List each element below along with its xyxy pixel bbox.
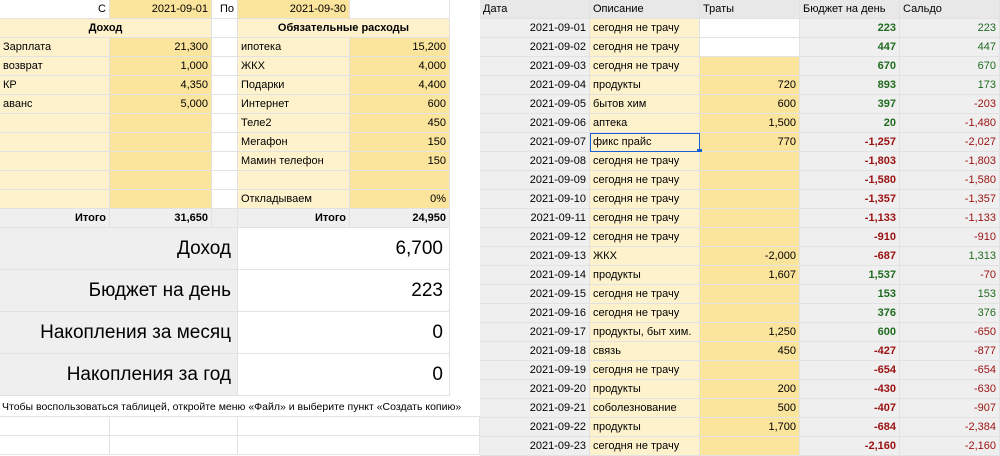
- savings-percent-value[interactable]: 0%: [350, 190, 450, 209]
- empty-cell[interactable]: [212, 76, 238, 95]
- log-date[interactable]: 2021-09-22: [480, 418, 590, 437]
- summary-value[interactable]: 223: [238, 270, 450, 312]
- empty-cell[interactable]: [238, 171, 350, 190]
- expense-item-value[interactable]: 4,400: [350, 76, 450, 95]
- log-spend[interactable]: 600: [700, 95, 800, 114]
- log-daily-budget[interactable]: 1,537: [800, 266, 900, 285]
- empty-cell[interactable]: [0, 114, 110, 133]
- expense-item-name[interactable]: Мегафон: [238, 133, 350, 152]
- log-daily-budget[interactable]: 376: [800, 304, 900, 323]
- column-header-description[interactable]: Описание: [590, 0, 700, 19]
- log-saldo[interactable]: -1,357: [900, 190, 1000, 209]
- log-spend[interactable]: [700, 361, 800, 380]
- log-saldo[interactable]: -1,580: [900, 171, 1000, 190]
- expense-item-value[interactable]: 600: [350, 95, 450, 114]
- log-date[interactable]: 2021-09-23: [480, 437, 590, 456]
- log-date[interactable]: 2021-09-06: [480, 114, 590, 133]
- log-description[interactable]: продукты: [590, 76, 700, 95]
- daily-log-table: [480, 0, 1000, 452]
- log-description[interactable]: сегодня не трачу: [590, 38, 700, 57]
- log-description[interactable]: сегодня не трачу: [590, 285, 700, 304]
- log-daily-budget[interactable]: -1,357: [800, 190, 900, 209]
- empty-cell[interactable]: [238, 417, 480, 436]
- empty-cell[interactable]: [0, 152, 110, 171]
- empty-cell[interactable]: [110, 114, 212, 133]
- log-description[interactable]: сегодня не трачу: [590, 209, 700, 228]
- log-description[interactable]: сегодня не трачу: [590, 304, 700, 323]
- log-spend[interactable]: 450: [700, 342, 800, 361]
- log-description[interactable]: сегодня не трачу: [590, 190, 700, 209]
- log-spend[interactable]: [700, 171, 800, 190]
- expense-item-value[interactable]: 150: [350, 133, 450, 152]
- log-description[interactable]: ЖКХ: [590, 247, 700, 266]
- from-label[interactable]: С: [0, 0, 110, 19]
- log-date[interactable]: 2021-09-14: [480, 266, 590, 285]
- log-saldo[interactable]: -2,384: [900, 418, 1000, 437]
- log-date[interactable]: 2021-09-21: [480, 399, 590, 418]
- log-spend[interactable]: [700, 437, 800, 456]
- log-saldo[interactable]: -1,803: [900, 152, 1000, 171]
- log-saldo[interactable]: 173: [900, 76, 1000, 95]
- column-header-saldo[interactable]: Сальдо: [900, 0, 1000, 19]
- log-daily-budget[interactable]: -1,257: [800, 133, 900, 152]
- log-saldo[interactable]: -910: [900, 228, 1000, 247]
- log-saldo[interactable]: -1,480: [900, 114, 1000, 133]
- empty-cell[interactable]: [212, 133, 238, 152]
- income-item-value[interactable]: 4,350: [110, 76, 212, 95]
- log-spend[interactable]: 1,250: [700, 323, 800, 342]
- expenses-total-value[interactable]: 24,950: [350, 209, 450, 228]
- empty-cell[interactable]: [212, 19, 238, 38]
- log-description[interactable]: продукты: [590, 418, 700, 437]
- log-description[interactable]: соболезнование: [590, 399, 700, 418]
- log-saldo[interactable]: 153: [900, 285, 1000, 304]
- to-date-cell[interactable]: 2021-09-30: [238, 0, 350, 19]
- log-daily-budget[interactable]: 153: [800, 285, 900, 304]
- expense-item-value[interactable]: 450: [350, 114, 450, 133]
- log-saldo[interactable]: -2,160: [900, 437, 1000, 456]
- expenses-title[interactable]: Обязательные расходы: [238, 19, 450, 38]
- empty-cell[interactable]: [0, 133, 110, 152]
- empty-cell[interactable]: [212, 114, 238, 133]
- log-date[interactable]: 2021-09-11: [480, 209, 590, 228]
- empty-cell[interactable]: [0, 171, 110, 190]
- log-date[interactable]: 2021-09-09: [480, 171, 590, 190]
- column-header-date[interactable]: Дата: [480, 0, 590, 19]
- log-daily-budget[interactable]: -910: [800, 228, 900, 247]
- log-date[interactable]: 2021-09-02: [480, 38, 590, 57]
- log-spend[interactable]: [700, 57, 800, 76]
- log-spend[interactable]: 1,607: [700, 266, 800, 285]
- log-spend[interactable]: [700, 19, 800, 38]
- log-saldo[interactable]: -203: [900, 95, 1000, 114]
- log-description[interactable]: сегодня не трачу: [590, 57, 700, 76]
- log-saldo[interactable]: 447: [900, 38, 1000, 57]
- column-header-daily-budget[interactable]: Бюджет на день: [800, 0, 900, 19]
- income-item-name[interactable]: возврат: [0, 57, 110, 76]
- income-item-value[interactable]: 1,000: [110, 57, 212, 76]
- log-spend[interactable]: 200: [700, 380, 800, 399]
- log-daily-budget[interactable]: -430: [800, 380, 900, 399]
- expense-item-name[interactable]: ЖКХ: [238, 57, 350, 76]
- log-saldo[interactable]: -1,133: [900, 209, 1000, 228]
- expense-item-value[interactable]: 15,200: [350, 38, 450, 57]
- summary-label[interactable]: Накопления за год: [0, 354, 238, 396]
- empty-cell[interactable]: [350, 0, 450, 19]
- summary-label[interactable]: Доход: [0, 228, 238, 270]
- log-daily-budget[interactable]: -1,580: [800, 171, 900, 190]
- log-daily-budget[interactable]: -1,133: [800, 209, 900, 228]
- empty-cell[interactable]: [212, 95, 238, 114]
- log-daily-budget[interactable]: -2,160: [800, 437, 900, 456]
- empty-cell[interactable]: [212, 152, 238, 171]
- log-date[interactable]: 2021-09-03: [480, 57, 590, 76]
- expenses-total-label[interactable]: Итого: [238, 209, 350, 228]
- log-description[interactable]: сегодня не трачу: [590, 152, 700, 171]
- log-description[interactable]: бытов хим: [590, 95, 700, 114]
- log-date[interactable]: 2021-09-17: [480, 323, 590, 342]
- empty-cell[interactable]: [110, 171, 212, 190]
- log-daily-budget[interactable]: 447: [800, 38, 900, 57]
- log-daily-budget[interactable]: 397: [800, 95, 900, 114]
- log-description[interactable]: продукты: [590, 266, 700, 285]
- log-description[interactable]: сегодня не трачу: [590, 171, 700, 190]
- log-daily-budget[interactable]: 670: [800, 57, 900, 76]
- log-spend[interactable]: 500: [700, 399, 800, 418]
- expense-item-name[interactable]: Теле2: [238, 114, 350, 133]
- income-total-label[interactable]: Итого: [0, 209, 110, 228]
- expense-item-value[interactable]: 150: [350, 152, 450, 171]
- empty-cell[interactable]: [110, 417, 238, 436]
- log-description[interactable]: сегодня не трачу: [590, 19, 700, 38]
- log-spend[interactable]: [700, 285, 800, 304]
- log-description[interactable]: сегодня не трачу: [590, 228, 700, 247]
- empty-cell[interactable]: [212, 38, 238, 57]
- log-daily-budget[interactable]: 893: [800, 76, 900, 95]
- log-saldo[interactable]: -70: [900, 266, 1000, 285]
- expense-item-value[interactable]: 4,000: [350, 57, 450, 76]
- log-daily-budget[interactable]: -407: [800, 399, 900, 418]
- log-date[interactable]: 2021-09-08: [480, 152, 590, 171]
- log-spend[interactable]: [700, 304, 800, 323]
- income-item-name[interactable]: КР: [0, 76, 110, 95]
- from-date-cell[interactable]: 2021-09-01: [110, 0, 212, 19]
- log-date[interactable]: 2021-09-10: [480, 190, 590, 209]
- log-date[interactable]: 2021-09-15: [480, 285, 590, 304]
- empty-cell[interactable]: [212, 209, 238, 228]
- log-daily-budget[interactable]: -427: [800, 342, 900, 361]
- empty-cell[interactable]: [0, 190, 110, 209]
- log-description[interactable]: продукты, быт хим.: [590, 323, 700, 342]
- log-daily-budget[interactable]: -684: [800, 418, 900, 437]
- log-description[interactable]: продукты: [590, 380, 700, 399]
- empty-cell[interactable]: [110, 152, 212, 171]
- log-saldo[interactable]: 670: [900, 57, 1000, 76]
- log-date[interactable]: 2021-09-19: [480, 361, 590, 380]
- log-saldo[interactable]: -2,027: [900, 133, 1000, 152]
- log-spend[interactable]: [700, 152, 800, 171]
- summary-value[interactable]: 0: [238, 354, 450, 396]
- log-daily-budget[interactable]: -687: [800, 247, 900, 266]
- empty-cell[interactable]: [0, 436, 110, 455]
- expense-item-name[interactable]: ипотека: [238, 38, 350, 57]
- log-description[interactable]: фикс прайс: [590, 133, 700, 152]
- column-header-spend[interactable]: Траты: [700, 0, 800, 19]
- log-daily-budget[interactable]: -1,803: [800, 152, 900, 171]
- log-date[interactable]: 2021-09-07: [480, 133, 590, 152]
- log-spend[interactable]: 720: [700, 76, 800, 95]
- log-date[interactable]: 2021-09-01: [480, 19, 590, 38]
- log-spend[interactable]: [700, 228, 800, 247]
- log-spend[interactable]: [700, 190, 800, 209]
- log-saldo[interactable]: -907: [900, 399, 1000, 418]
- log-saldo[interactable]: 1,313: [900, 247, 1000, 266]
- log-description[interactable]: связь: [590, 342, 700, 361]
- empty-cell[interactable]: [0, 417, 110, 436]
- empty-cell[interactable]: [350, 171, 450, 190]
- log-spend[interactable]: 1,500: [700, 114, 800, 133]
- log-date[interactable]: 2021-09-04: [480, 76, 590, 95]
- to-label[interactable]: По: [212, 0, 238, 19]
- empty-cell[interactable]: [110, 133, 212, 152]
- log-daily-budget[interactable]: 223: [800, 19, 900, 38]
- log-saldo[interactable]: -877: [900, 342, 1000, 361]
- empty-cell[interactable]: [110, 190, 212, 209]
- log-spend[interactable]: 1,700: [700, 418, 800, 437]
- log-date[interactable]: 2021-09-12: [480, 228, 590, 247]
- income-title[interactable]: Доход: [0, 19, 212, 38]
- empty-cell[interactable]: [110, 436, 238, 455]
- summary-label[interactable]: Накопления за месяц: [0, 312, 238, 354]
- empty-cell[interactable]: [212, 171, 238, 190]
- log-description[interactable]: сегодня не трачу: [590, 437, 700, 456]
- income-item-value[interactable]: 21,300: [110, 38, 212, 57]
- log-saldo[interactable]: -650: [900, 323, 1000, 342]
- empty-cell[interactable]: [212, 190, 238, 209]
- log-saldo[interactable]: -630: [900, 380, 1000, 399]
- log-spend[interactable]: -2,000: [700, 247, 800, 266]
- log-daily-budget[interactable]: 600: [800, 323, 900, 342]
- log-date[interactable]: 2021-09-18: [480, 342, 590, 361]
- log-daily-budget[interactable]: -654: [800, 361, 900, 380]
- summary-value[interactable]: 6,700: [238, 228, 450, 270]
- log-date[interactable]: 2021-09-20: [480, 380, 590, 399]
- log-spend[interactable]: 770: [700, 133, 800, 152]
- income-item-name[interactable]: Зарплата: [0, 38, 110, 57]
- log-date[interactable]: 2021-09-16: [480, 304, 590, 323]
- log-description[interactable]: аптека: [590, 114, 700, 133]
- expense-item-name[interactable]: Подарки: [238, 76, 350, 95]
- summary-value[interactable]: 0: [238, 312, 450, 354]
- expense-item-name[interactable]: Мамин телефон: [238, 152, 350, 171]
- log-spend[interactable]: [700, 38, 800, 57]
- summary-label[interactable]: Бюджет на день: [0, 270, 238, 312]
- empty-cell[interactable]: [212, 57, 238, 76]
- log-date[interactable]: 2021-09-13: [480, 247, 590, 266]
- instruction-note: Чтобы воспользоваться таблицей, откройте меню «Файл» и выберите пункт «Создать копию»: [0, 398, 480, 417]
- expense-item-name[interactable]: Интернет: [238, 95, 350, 114]
- log-saldo[interactable]: 223: [900, 19, 1000, 38]
- empty-cell[interactable]: [238, 436, 480, 455]
- log-saldo[interactable]: 376: [900, 304, 1000, 323]
- log-spend[interactable]: [700, 209, 800, 228]
- income-item-name[interactable]: аванс: [0, 95, 110, 114]
- income-total-value[interactable]: 31,650: [110, 209, 212, 228]
- income-item-value[interactable]: 5,000: [110, 95, 212, 114]
- savings-percent-label[interactable]: Откладываем: [238, 190, 350, 209]
- log-saldo[interactable]: -654: [900, 361, 1000, 380]
- log-date[interactable]: 2021-09-05: [480, 95, 590, 114]
- log-description[interactable]: сегодня не трачу: [590, 361, 700, 380]
- log-daily-budget[interactable]: 20: [800, 114, 900, 133]
